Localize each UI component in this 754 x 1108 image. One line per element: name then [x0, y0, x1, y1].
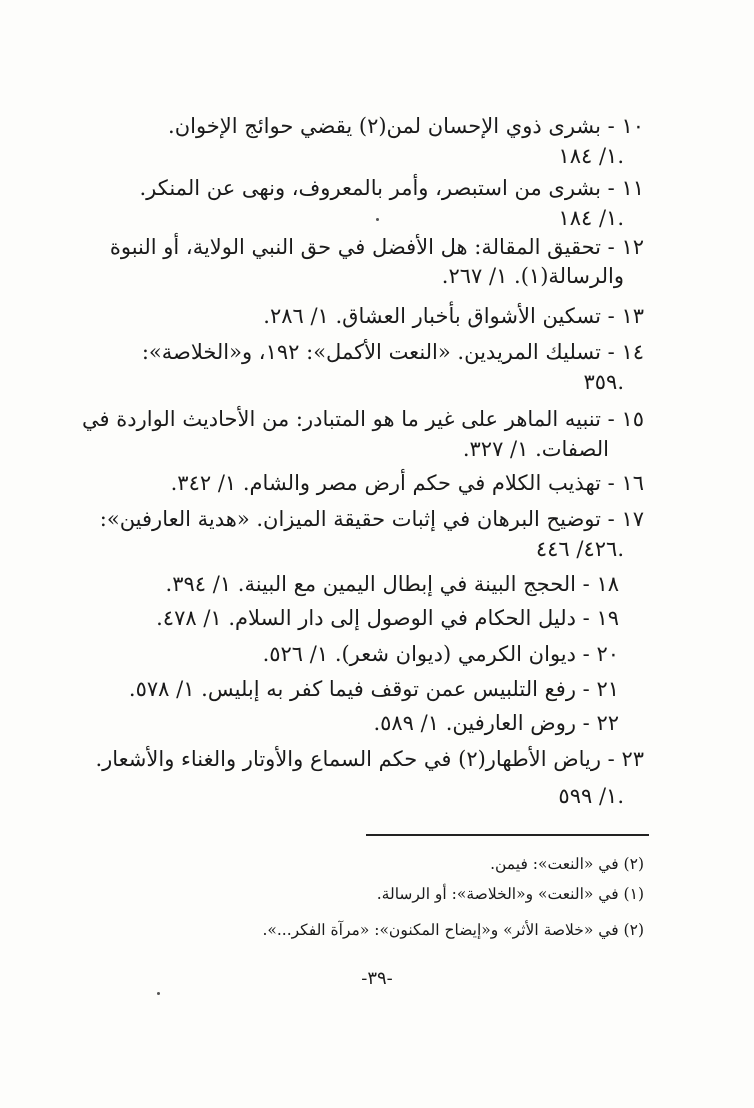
entry-20-line-1: ٢٠ - ديوان الكرمي (ديوان شعر). ١/ ٥٢٦. [262, 642, 619, 666]
entry-18-line-1: ١٨ - الحجج البينة في إبطال اليمين مع البينة. ١/ ٣٩٤. [165, 572, 619, 596]
entry-23-line-2: ١/ ٥٩٩. [558, 784, 624, 808]
entry-14-line-2: ٣٥٩. [583, 370, 624, 394]
footnote-separator [366, 834, 649, 836]
entry-13-line-1: ١٣ - تسكين الأشواق بأخبار العشاق. ١/ ٢٨٦. [263, 304, 644, 328]
scan-speck [157, 992, 160, 995]
entry-10-line-2: ١/ ١٨٤. [558, 144, 624, 168]
entry-17-line-2: ٤٢٦/ ٤٤٦. [535, 537, 624, 561]
footnote-3: (٢) في «خلاصة الأثر» و«إيضاح المكنون»: «مرآة الفكر...». [262, 921, 644, 939]
footnote-1: (٢) في «النعت»: فيمن. [490, 855, 644, 873]
entry-22-line-1: ٢٢ - روض العارفين. ١/ ٥٨٩. [373, 711, 619, 735]
entry-12-line-1: ١٢ - تحقيق المقالة: هل الأفضل في حق النبي الولاية، أو النبوة [109, 235, 644, 259]
entry-23-line-1: ٢٣ - رياض الأطهار(٢) في حكم السماع والأوتار والغناء والأشعار. [95, 747, 644, 771]
entry-21-line-1: ٢١ - رفع التلبيس عمن توقف فيما كفر به إبليس. ١/ ٥٧٨. [128, 677, 619, 701]
entry-19-line-1: ١٩ - دليل الحكام في الوصول إلى دار السلام. ١/ ٤٧٨. [156, 606, 619, 630]
entry-17-line-1: ١٧ - توضيح البرهان في إثبات حقيقة الميزان. «هدية العارفين»: [99, 507, 644, 531]
entry-16-line-1: ١٦ - تهذيب الكلام في حكم أرض مصر والشام. ١/ ٣٤٢. [170, 471, 644, 495]
entry-15-line-2: الصفات. ١/ ٣٢٧. [462, 437, 609, 461]
entry-11-line-1: ١١ - بشرى من استبصر، وأمر بالمعروف، ونهى عن المنكر. [139, 176, 644, 200]
page-number: -٣٩- [361, 968, 393, 989]
entry-11-line-2: ١/ ١٨٤. [558, 206, 624, 230]
scan-speck [376, 218, 379, 221]
footnote-2: (١) في «النعت» و«الخلاصة»: أو الرسالة. [376, 885, 644, 903]
entry-14-line-1: ١٤ - تسليك المريدين. «النعت الأكمل»: ١٩٢، و«الخلاصة»: [141, 340, 644, 364]
entry-15-line-1: ١٥ - تنبيه الماهر على غير ما هو المتبادر: من الأحاديث الواردة في [82, 407, 644, 431]
entry-12-line-2: والرسالة(١). ١/ ٢٦٧. [441, 264, 624, 288]
entry-10-line-1: ١٠ - بشرى ذوي الإحسان لمن(٢) يقضي حوائج الإخوان. [168, 114, 644, 138]
